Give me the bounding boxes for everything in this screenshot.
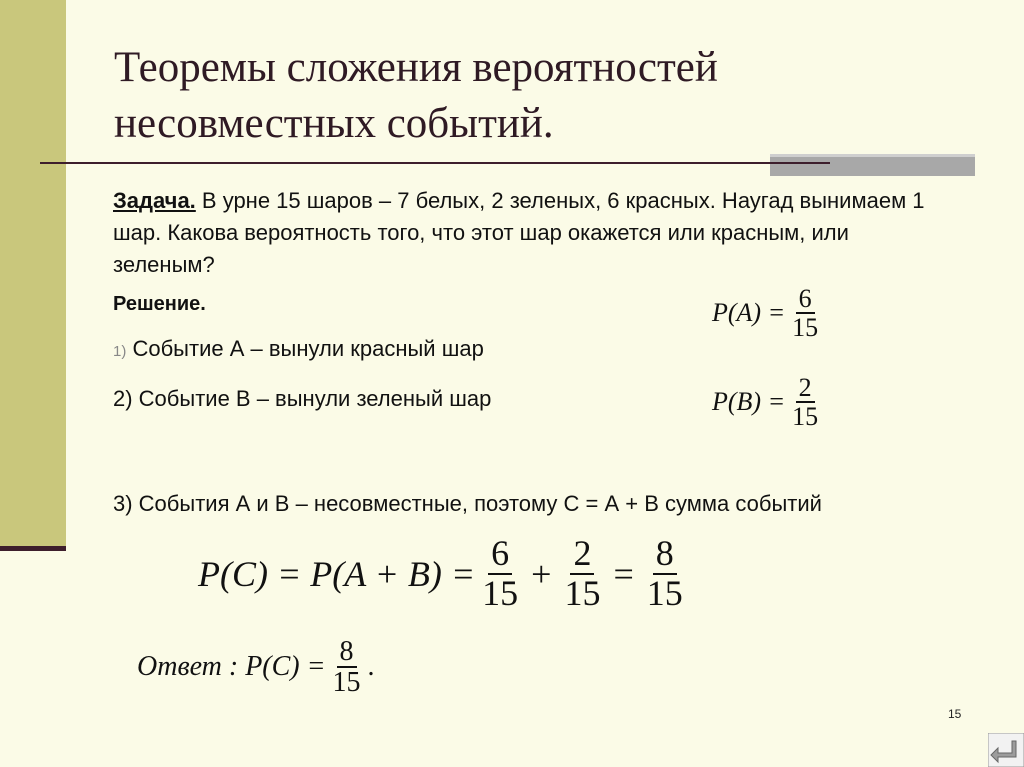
answer-den: 15 [332, 667, 361, 699]
formula-p-c-f1-den: 15 [482, 572, 519, 613]
formula-p-c-fraction-1 [479, 535, 521, 613]
task-label: Задача. [113, 188, 196, 213]
formula-p-a [712, 285, 825, 342]
formula-p-c-lhs: P(C) = P(A + B) = [198, 553, 476, 594]
divider-accent [770, 157, 975, 176]
sidebar-foot-line [0, 546, 66, 551]
step-1-text: Событие А – вынули красный шар [126, 336, 484, 361]
answer-formula [137, 637, 375, 698]
formula-p-b-num: 2 [796, 374, 815, 403]
answer-lhs: Ответ : P(C) = [137, 651, 326, 683]
step-1-number: 1) [113, 343, 127, 360]
answer-num: 8 [337, 637, 357, 668]
page-number: 15 [948, 707, 962, 721]
formula-p-c-f2-num: 2 [570, 535, 594, 575]
formula-p-b-den: 15 [792, 402, 819, 432]
formula-p-c-plus: + [531, 553, 552, 594]
formula-p-c-f3-num: 8 [653, 535, 677, 575]
formula-p-b-lhs: P(B) = [712, 387, 786, 417]
answer-fraction [330, 637, 364, 698]
slide-title: Теоремы сложения вероятностей несовместных событий. [114, 44, 718, 147]
formula-p-b [712, 374, 825, 431]
formula-p-a-num: 6 [796, 285, 815, 314]
title-divider [40, 162, 830, 164]
formula-p-c-f1-num: 6 [488, 535, 512, 575]
solution-label: Решение. [113, 293, 206, 315]
formula-p-c-f2-den: 15 [564, 572, 601, 613]
answer-period: . [367, 651, 375, 683]
formula-p-c [198, 535, 690, 613]
formula-p-a-fraction [789, 285, 821, 342]
sidebar-band [0, 0, 66, 548]
task-text-block [113, 185, 953, 281]
step-1 [113, 333, 484, 368]
step-2: 2) Событие В – вынули зеленый шар [113, 386, 492, 411]
formula-p-c-fraction-3 [644, 535, 686, 613]
formula-p-c-fraction-2 [561, 535, 603, 613]
task-body: В урне 15 шаров – 7 белых, 2 зеленых, 6 красных. Наугад вынимаем 1 шар. Какова вероятность того, что этот шар окажется или красным, или зеленым? [113, 188, 925, 277]
formula-p-c-f3-den: 15 [646, 572, 683, 613]
formula-p-c-equals: = [613, 553, 634, 594]
formula-p-a-den: 15 [792, 313, 819, 343]
formula-p-a-lhs: P(A) = [712, 298, 786, 328]
step-3: 3) События А и В – несовместные, поэтому С = А + В сумма событий [113, 491, 822, 516]
return-arrow-icon[interactable] [988, 733, 1024, 767]
formula-p-b-fraction [789, 374, 821, 431]
